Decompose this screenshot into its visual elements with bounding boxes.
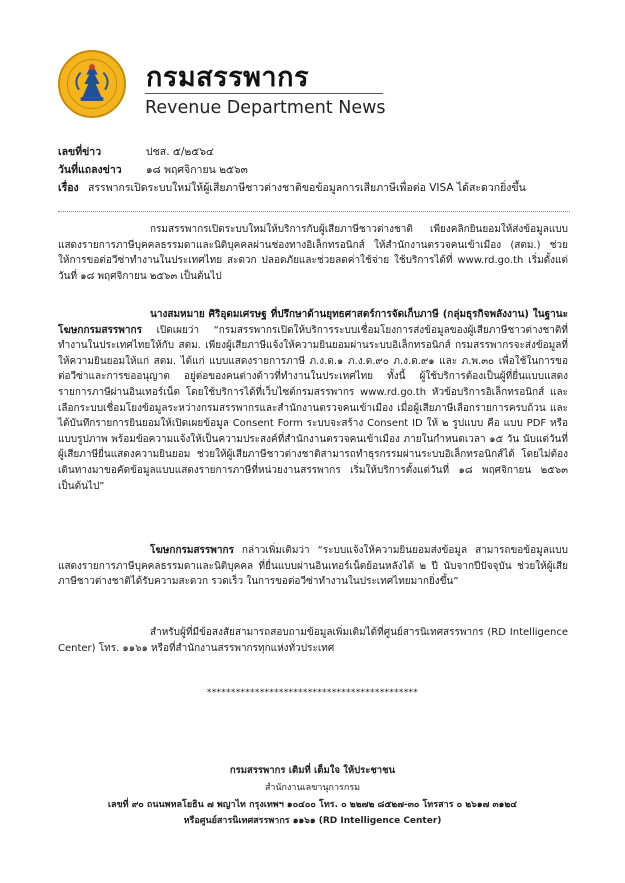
release-date-label: วันที่แถลงข่าว — [58, 164, 122, 176]
footer-office: สำนักงานเลขานุการกรม — [264, 783, 361, 793]
paragraph-intro — [58, 222, 568, 284]
subject-row — [58, 181, 526, 195]
paragraph-additional-text: กล่าวเพิ่มเติมว่า “ระบบแจ้งให้ความยินยอมส่งข้อมูล สามารถขอข้อมูลแบบแสดงรายการภาษีบุคคลธรรมดาและนิติบุคคล ที่ยื่นแบบผ่านอินเทอร์เน็ตย้อนหลังได้ ๒ ปี นับจากปีปัจจุบัน ช่วยให้ผู้เสียภาษีชาวต่างชาติได้รับความสะดวก รวดเร็ว ในการขอต่อวีซ่าทำงานในประเทศไทยมากยิ่งขึ้น” — [58, 545, 568, 588]
news-number-label: เลขที่ข่าว — [58, 146, 102, 158]
footer-slogan: กรมสรรพากร เติมที่ เต็มใจ ให้ประชาชน — [229, 765, 396, 776]
title-underline — [145, 93, 383, 94]
department-news-title: Revenue Department News — [145, 98, 386, 118]
paragraph-contact-text: สำหรับผู้ที่มีข้อสงสัยสามารถสอบถามข้อมูลเพิ่มเติมได้ที่ศูนย์สารนิเทศสรรพากร (RD Intelligence Center) โทร. ๑๑๖๑ หรือที่สำนักงานสรรพากรทุกแห่งทั่วประเทศ — [58, 627, 568, 654]
paragraph-additional — [58, 543, 568, 590]
footer-call-center: หรือศูนย์สารนิเทศสรรพากร ๑๑๖๑ (RD Intelligence Center) — [183, 816, 442, 826]
paragraph-spokesperson-text: เปิดเผยว่า “กรมสรรพากรเปิดให้บริการระบบเชื่อมโยงการส่งข้อมูลของผู้เสียภาษีชาวต่างชาติที่ทำงานในประเทศไทยให้กับ สตม. เพียงผู้เสียภาษีแจ้งให้ความยินยอมผ่านระบบอิเล็กทรอนิกส์ กรมสรรพากรจะส่งข้อมูลที่ให้ความยินยอมให้แก่ สตม. ได้แก่ แบบแสดงรายการภาษี ภ.ง.ด.๑ ภ.ง.ด.๙๐ ภ.ง.ด.๙๑ และ ภ.พ.๓๐ เพื่อใช้ในการขอต่อวีซ่าและการขออนุญาต อยู่ต่อของคนต่างด้าวที่ทำงานในประเทศไทย ทั้งนี้ ผู้ใช้บริการต้องเป็นผู้ที่ยื่นแบบแสดงรายการภาษีผ่านอินเทอร์เน็ต โดยใช้บริการได้ที่เว็บไซต์กรมสรรพากร www.rd.go.th หัวข้อบริการอิเล็กทรอนิกส์ และเลือกระบบเชื่อมโยงข้อมูลระหว่างกรมสรรพากรและสำนักงานตรวจคนเข้าเมือง เมื่อผู้เสียภาษีเลือกรายการครบถ้วน และได้บันทึกรายการยินยอมให้เปิดเผยข้อมูล Consent Form ระบบจะสร้าง Consent ID ให้ ๒ รูปแบบ คือ แบบ PDF หรือแบบรูปภาพ พร้อมข้อความแจ้งให้เป็นความประสงค์ที่สำนักงานตรวจคนเข้าเมือง ภายในกำหนดเวลา ๑๕ วัน นับแต่วันที่ผู้เสียภาษียื่นแสดงความยินยอม ช่วยให้ผู้เสียภาษีชาวต่างชาติสามารถทำธุรกรรมผ่านระบบอิเล็กทรอนิกส์ได้ โดยไม่ต้องเดินทางมาขอคัดข้อมูลแบบแสดงรายการภาษีที่หน่วยงานสรรพากร เริ่มให้บริการตั้งแต่วันที่ ๑๘ พฤศจิกายน ๒๕๖๓ เป็นต้นไป” — [58, 324, 568, 492]
paragraph-contact — [58, 625, 568, 656]
revenue-department-seal-logo — [58, 50, 126, 118]
paragraph-intro-text: กรมสรรพากรเปิดระบบใหม่ให้บริการกับผู้เสียภาษีชาวต่างชาติ เพียงคลิกยินยอมให้ส่งข้อมูลแบบแสดงรายการภาษีบุคคลธรรมดาและนิติบุคคลผ่านช่องทางอิเล็กทรอนิกส์ ให้สำนักงานตรวจคนเข้าเมือง (สตม.) ช่วยให้การขอต่อวีซ่าทำงานในประเทศไทย สะดวก ปลอดภัยและช่วยลดค่าใช้จ่าย ใช้บริการได้ที่ www.rd.go.th เริ่มตั้งแต่วันที่ ๑๘ พฤศจิกายน ๒๕๖๓ เป็นต้นไป — [58, 224, 568, 282]
department-name-thai: กรมสรรพากร — [146, 62, 309, 93]
footer-address: เลขที่ ๙๐ ถนนพหลโยธิน ๗ พญาไท กรุงเทพฯ ๑๐๔๐๐ โทร. ๐ ๒๒๗๒ ๘๕๒๗-๓๐ โทรสาร ๐ ๒๖๑๗ ๓๑๒๔ — [107, 800, 518, 810]
paragraph-spokesperson — [58, 307, 568, 494]
release-date-row — [58, 163, 248, 177]
subject-label: เรื่อง — [58, 182, 79, 194]
release-date-value: ๑๘ พฤศจิกายน ๒๕๖๓ — [146, 164, 248, 176]
header-divider — [58, 211, 570, 212]
news-number-row — [58, 145, 214, 159]
star-divider: ******************************************** — [206, 688, 419, 698]
news-number-value: ปชส. ๕/๒๕๖๔ — [146, 146, 214, 158]
spokesperson-name: นางสมหมาย ศิริอุดมเศรษฐ ที่ปรึกษาด้านยุทธศาสตร์การจัดเก็บภาษี (กลุ่มธุรกิจพลังงาน) ในฐานะโฆษกกรมสรรพากร — [58, 309, 568, 336]
spokesperson-title: โฆษกกรมสรรพากร — [150, 545, 234, 556]
subject-value: สรรพากรเปิดระบบใหม่ให้ผู้เสียภาษีชาวต่างชาติขอข้อมูลการเสียภาษีเพื่อต่อ VISA ได้สะดวกยิ่งขึ้น — [88, 182, 526, 194]
